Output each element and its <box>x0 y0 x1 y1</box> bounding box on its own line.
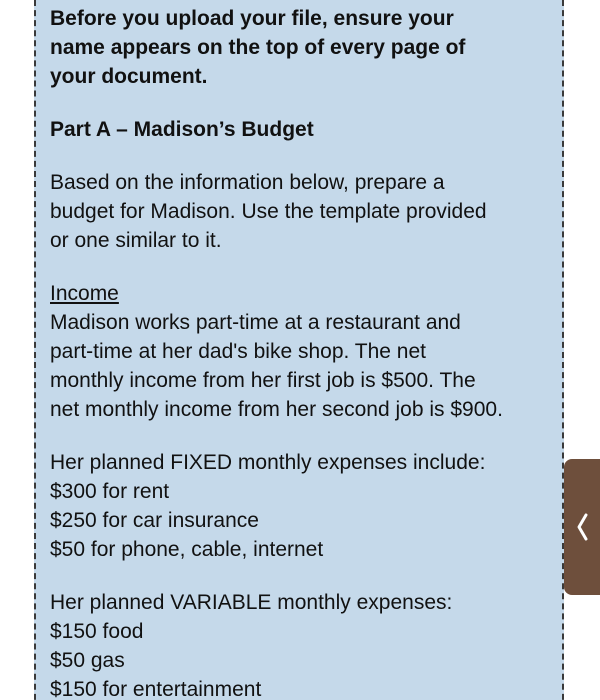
fixed-expense-item: $300 for rent <box>50 480 170 503</box>
part-heading-text: Part A – Madison’s Budget <box>50 118 314 141</box>
part-heading <box>50 115 555 144</box>
intro-paragraph <box>50 168 555 255</box>
intro-line: budget for Madison. Use the template provided <box>50 200 487 223</box>
intro-line: Based on the information below, prepare a <box>50 171 445 194</box>
chevron-left-icon <box>575 512 589 542</box>
intro-line: or one similar to it. <box>50 229 222 252</box>
document-content <box>50 4 555 700</box>
income-line: net monthly income from her second job is $900. <box>50 398 503 421</box>
upload-instruction <box>50 4 555 91</box>
fixed-expenses-section <box>50 448 555 564</box>
variable-expenses-heading: Her planned VARIABLE monthly expenses: <box>50 591 453 614</box>
upload-instruction-line: Before you upload your file, ensure your <box>50 7 454 30</box>
fixed-expense-item: $250 for car insurance <box>50 509 259 532</box>
fixed-expenses-heading: Her planned FIXED monthly expenses include: <box>50 451 486 474</box>
upload-instruction-line: your document. <box>50 65 208 88</box>
income-line: Madison works part-time at a restaurant and <box>50 311 461 334</box>
fixed-expense-item: $50 for phone, cable, internet <box>50 538 324 561</box>
income-heading: Income <box>50 282 119 305</box>
income-section <box>50 279 555 424</box>
income-line: part-time at her dad's bike shop. The net <box>50 340 427 363</box>
side-panel-toggle-button[interactable] <box>564 459 600 595</box>
upload-instruction-line: name appears on the top of every page of <box>50 36 466 59</box>
variable-expense-item: $150 food <box>50 620 144 643</box>
variable-expense-item: $150 for entertainment <box>50 678 262 700</box>
variable-expenses-section <box>50 588 555 700</box>
income-line: monthly income from her first job is $500. The <box>50 369 476 392</box>
variable-expense-item: $50 gas <box>50 649 125 672</box>
